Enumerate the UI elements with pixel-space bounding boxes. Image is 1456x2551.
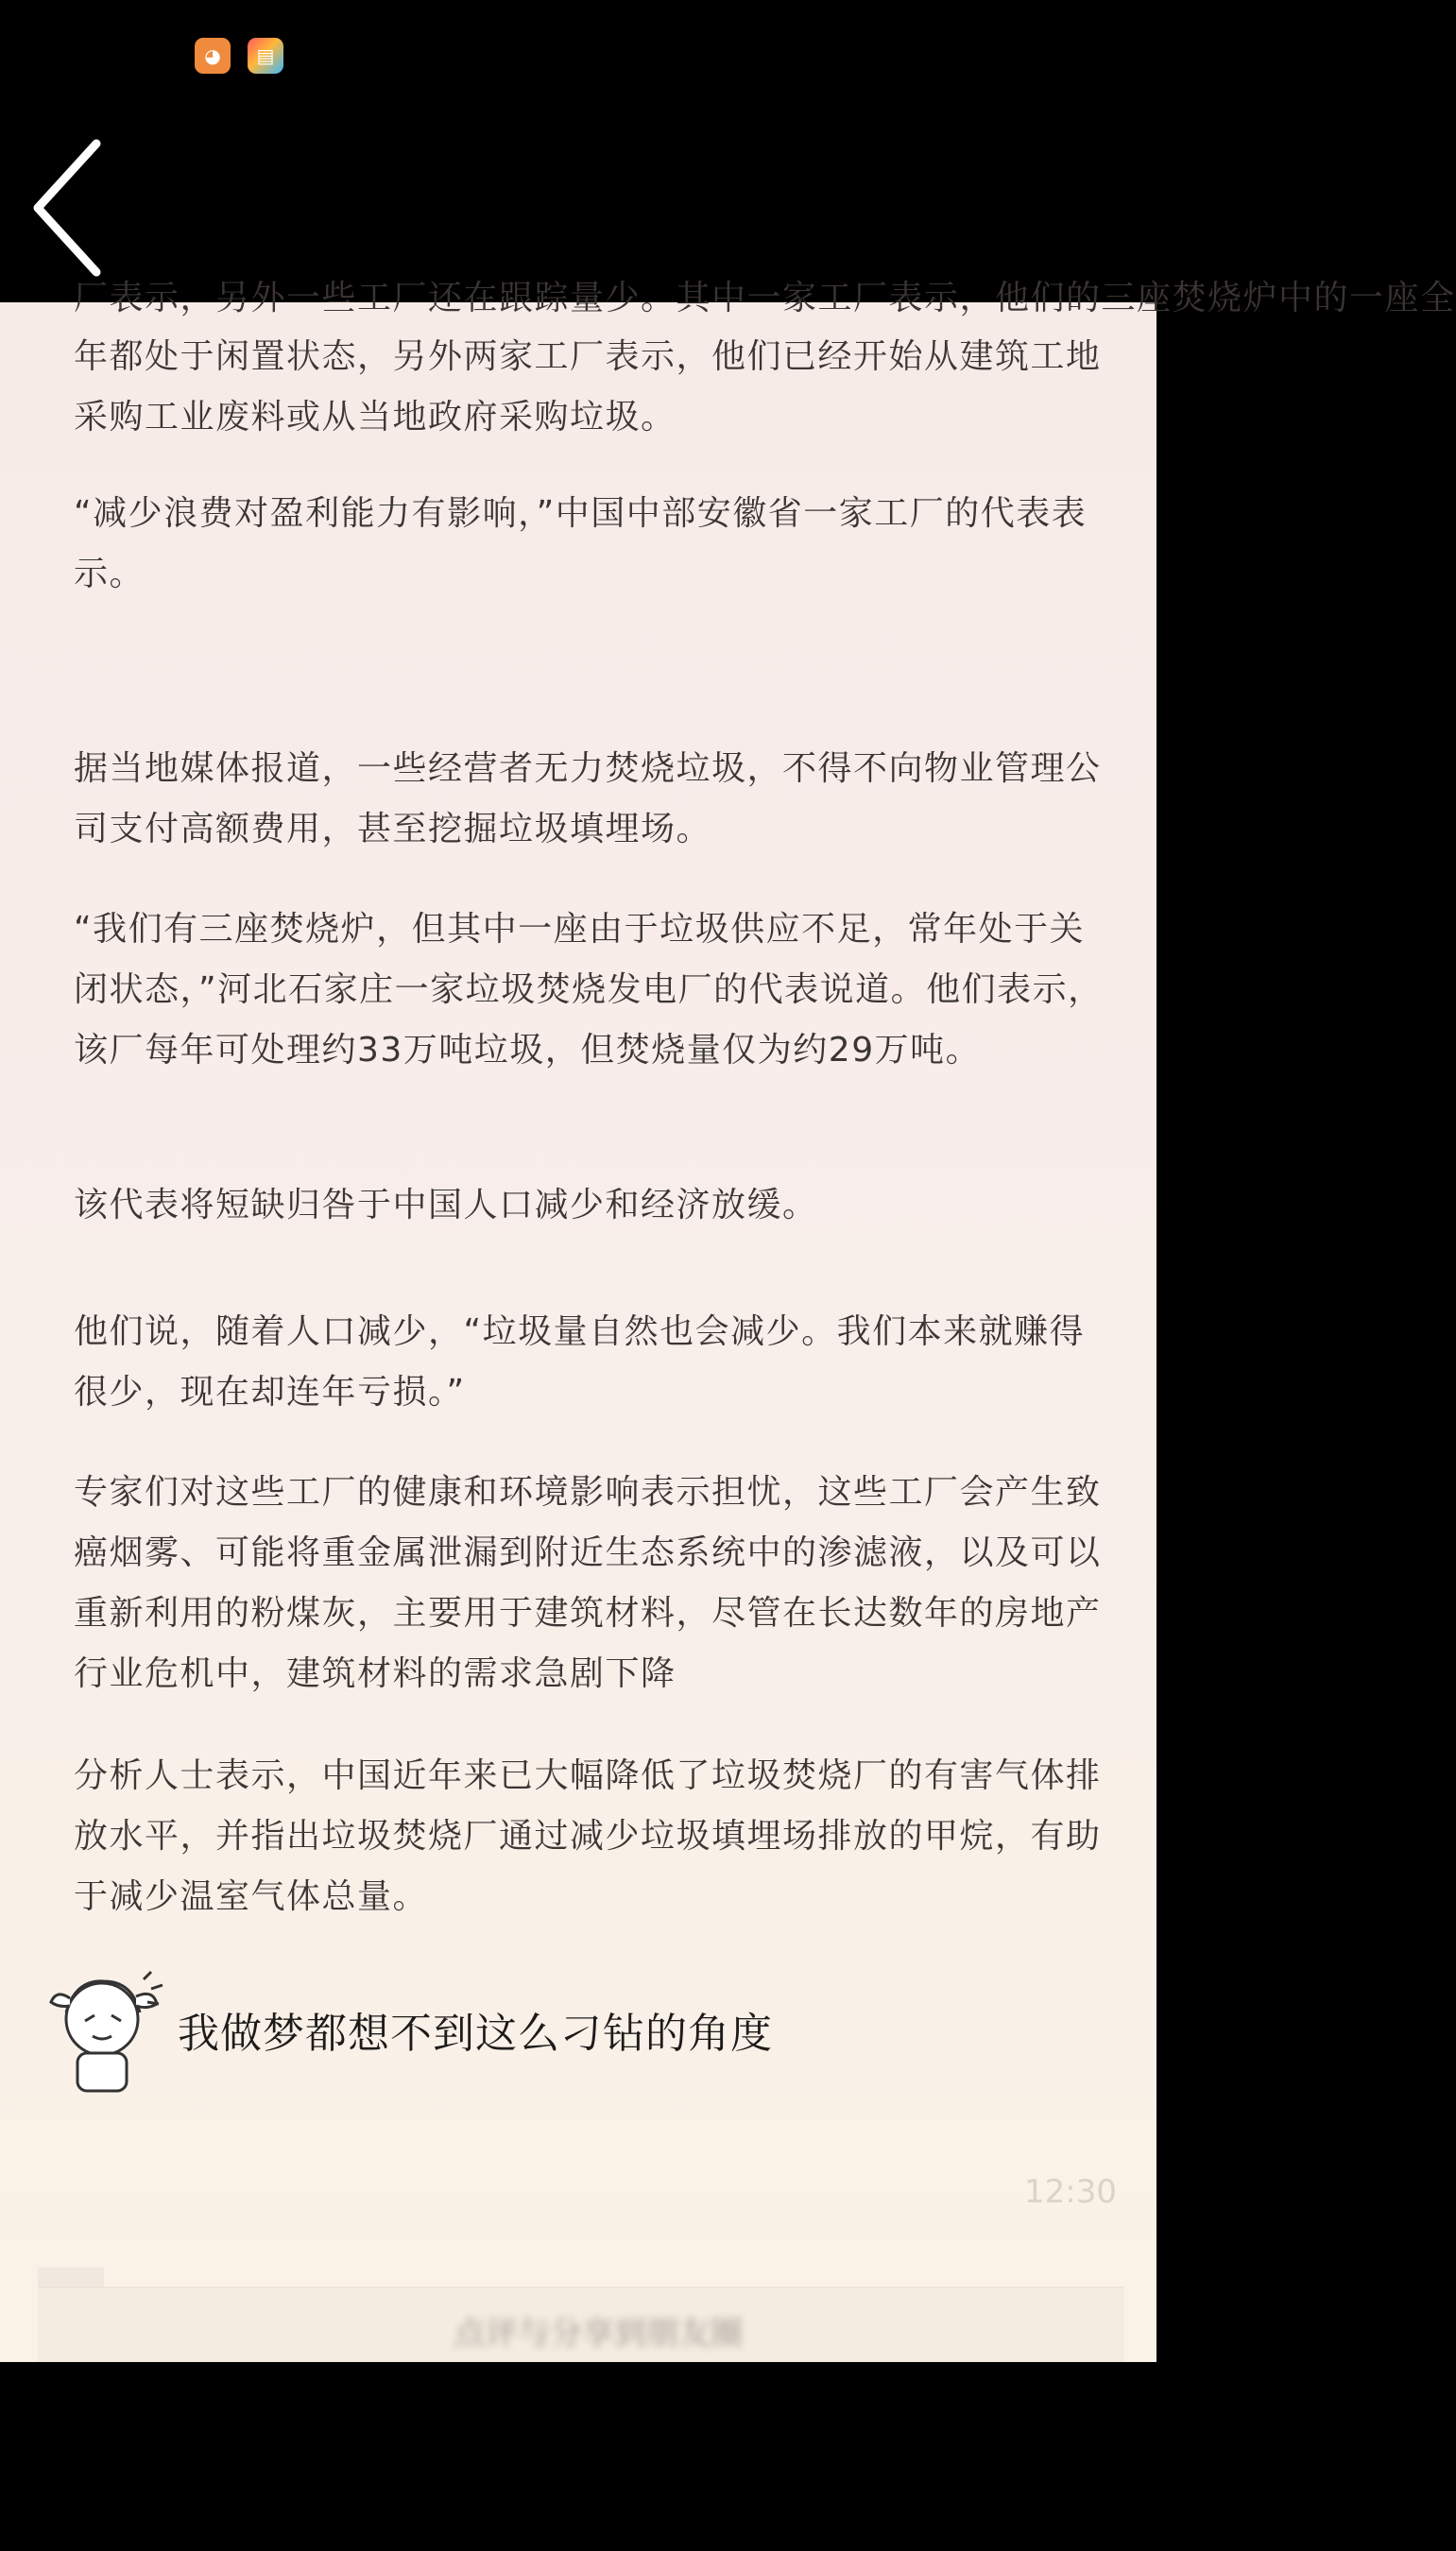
article-paragraph: 年都处于闲置状态，另外两家工厂表示，他们已经开始从建筑工地采购工业废料或从当地政府采购垃圾。 bbox=[74, 337, 1102, 437]
timestamp: 12:30 bbox=[1024, 2173, 1117, 2211]
back-button[interactable] bbox=[28, 132, 132, 283]
bottom-share-bar[interactable] bbox=[38, 2286, 1124, 2364]
screenshot-image bbox=[0, 279, 1456, 2362]
article-paragraph: “我们有三座焚烧炉，但其中一座由于垃圾供应不足，常年处于关闭状态，”河北石家庄一家垃圾焚烧发电厂的代表说道。他们表示，该厂每年可处理约33万吨垃圾，但焚烧量仅为约29万吨。 bbox=[74, 910, 1104, 1070]
cartoon-girl-avatar bbox=[38, 1960, 180, 2102]
article-paragraph: 据当地媒体报道，一些经营者无力焚烧垃圾，不得不向物业管理公司支付高额费用，甚至挖掘垃圾填埋场。 bbox=[74, 749, 1102, 848]
article-paragraph: 他们说，随着人口减少，“垃圾量自然也会减少。我们本来就赚得很少，现在却连年亏损。” bbox=[74, 1312, 1086, 1412]
caption-row bbox=[38, 1960, 983, 2102]
article-paragraph: 专家们对这些工厂的健康和环境影响表示担忧，这些工厂会产生致癌烟雾、可能将重金属泄漏到附近生态系统中的渗滤液，以及可以重新利用的粉煤灰，主要用于建筑材料，尽管在长达数年的房地产行业危机中，建筑材料的需求急剧下降 bbox=[74, 1473, 1102, 1693]
article-paragraph: 该代表将短缺归咎于中国人口减少和经济放缓。 bbox=[74, 1186, 818, 1224]
chat-app-icon: ◕ bbox=[195, 38, 231, 74]
article-paragraph: “减少浪费对盈利能力有影响，”中国中部安徽省一家工厂的代表表示。 bbox=[74, 494, 1088, 593]
bottom-black-area bbox=[0, 2362, 1156, 2551]
top-bar bbox=[0, 0, 1156, 302]
chevron-left-icon bbox=[28, 132, 132, 283]
multicolor-app-icon: ▤ bbox=[248, 38, 283, 74]
cut-off-line: 厂表示，另外一些工厂还在跟踪量少。其中一家工厂表示，他们的三座焚烧炉中的一座全 bbox=[74, 279, 1456, 317]
bottom-bar-text: 点评与分享到朋友圈 bbox=[454, 2315, 743, 2353]
article-paragraph: 分析人士表示，中国近年来已大幅降低了垃圾焚烧厂的有害气体排放水平，并指出垃圾焚烧厂通过减少垃圾填埋场排放的甲烷，有助于减少温室气体总量。 bbox=[74, 1756, 1102, 1916]
caption-text: 我做梦都想不到这么刁钻的角度 bbox=[178, 2010, 773, 2058]
